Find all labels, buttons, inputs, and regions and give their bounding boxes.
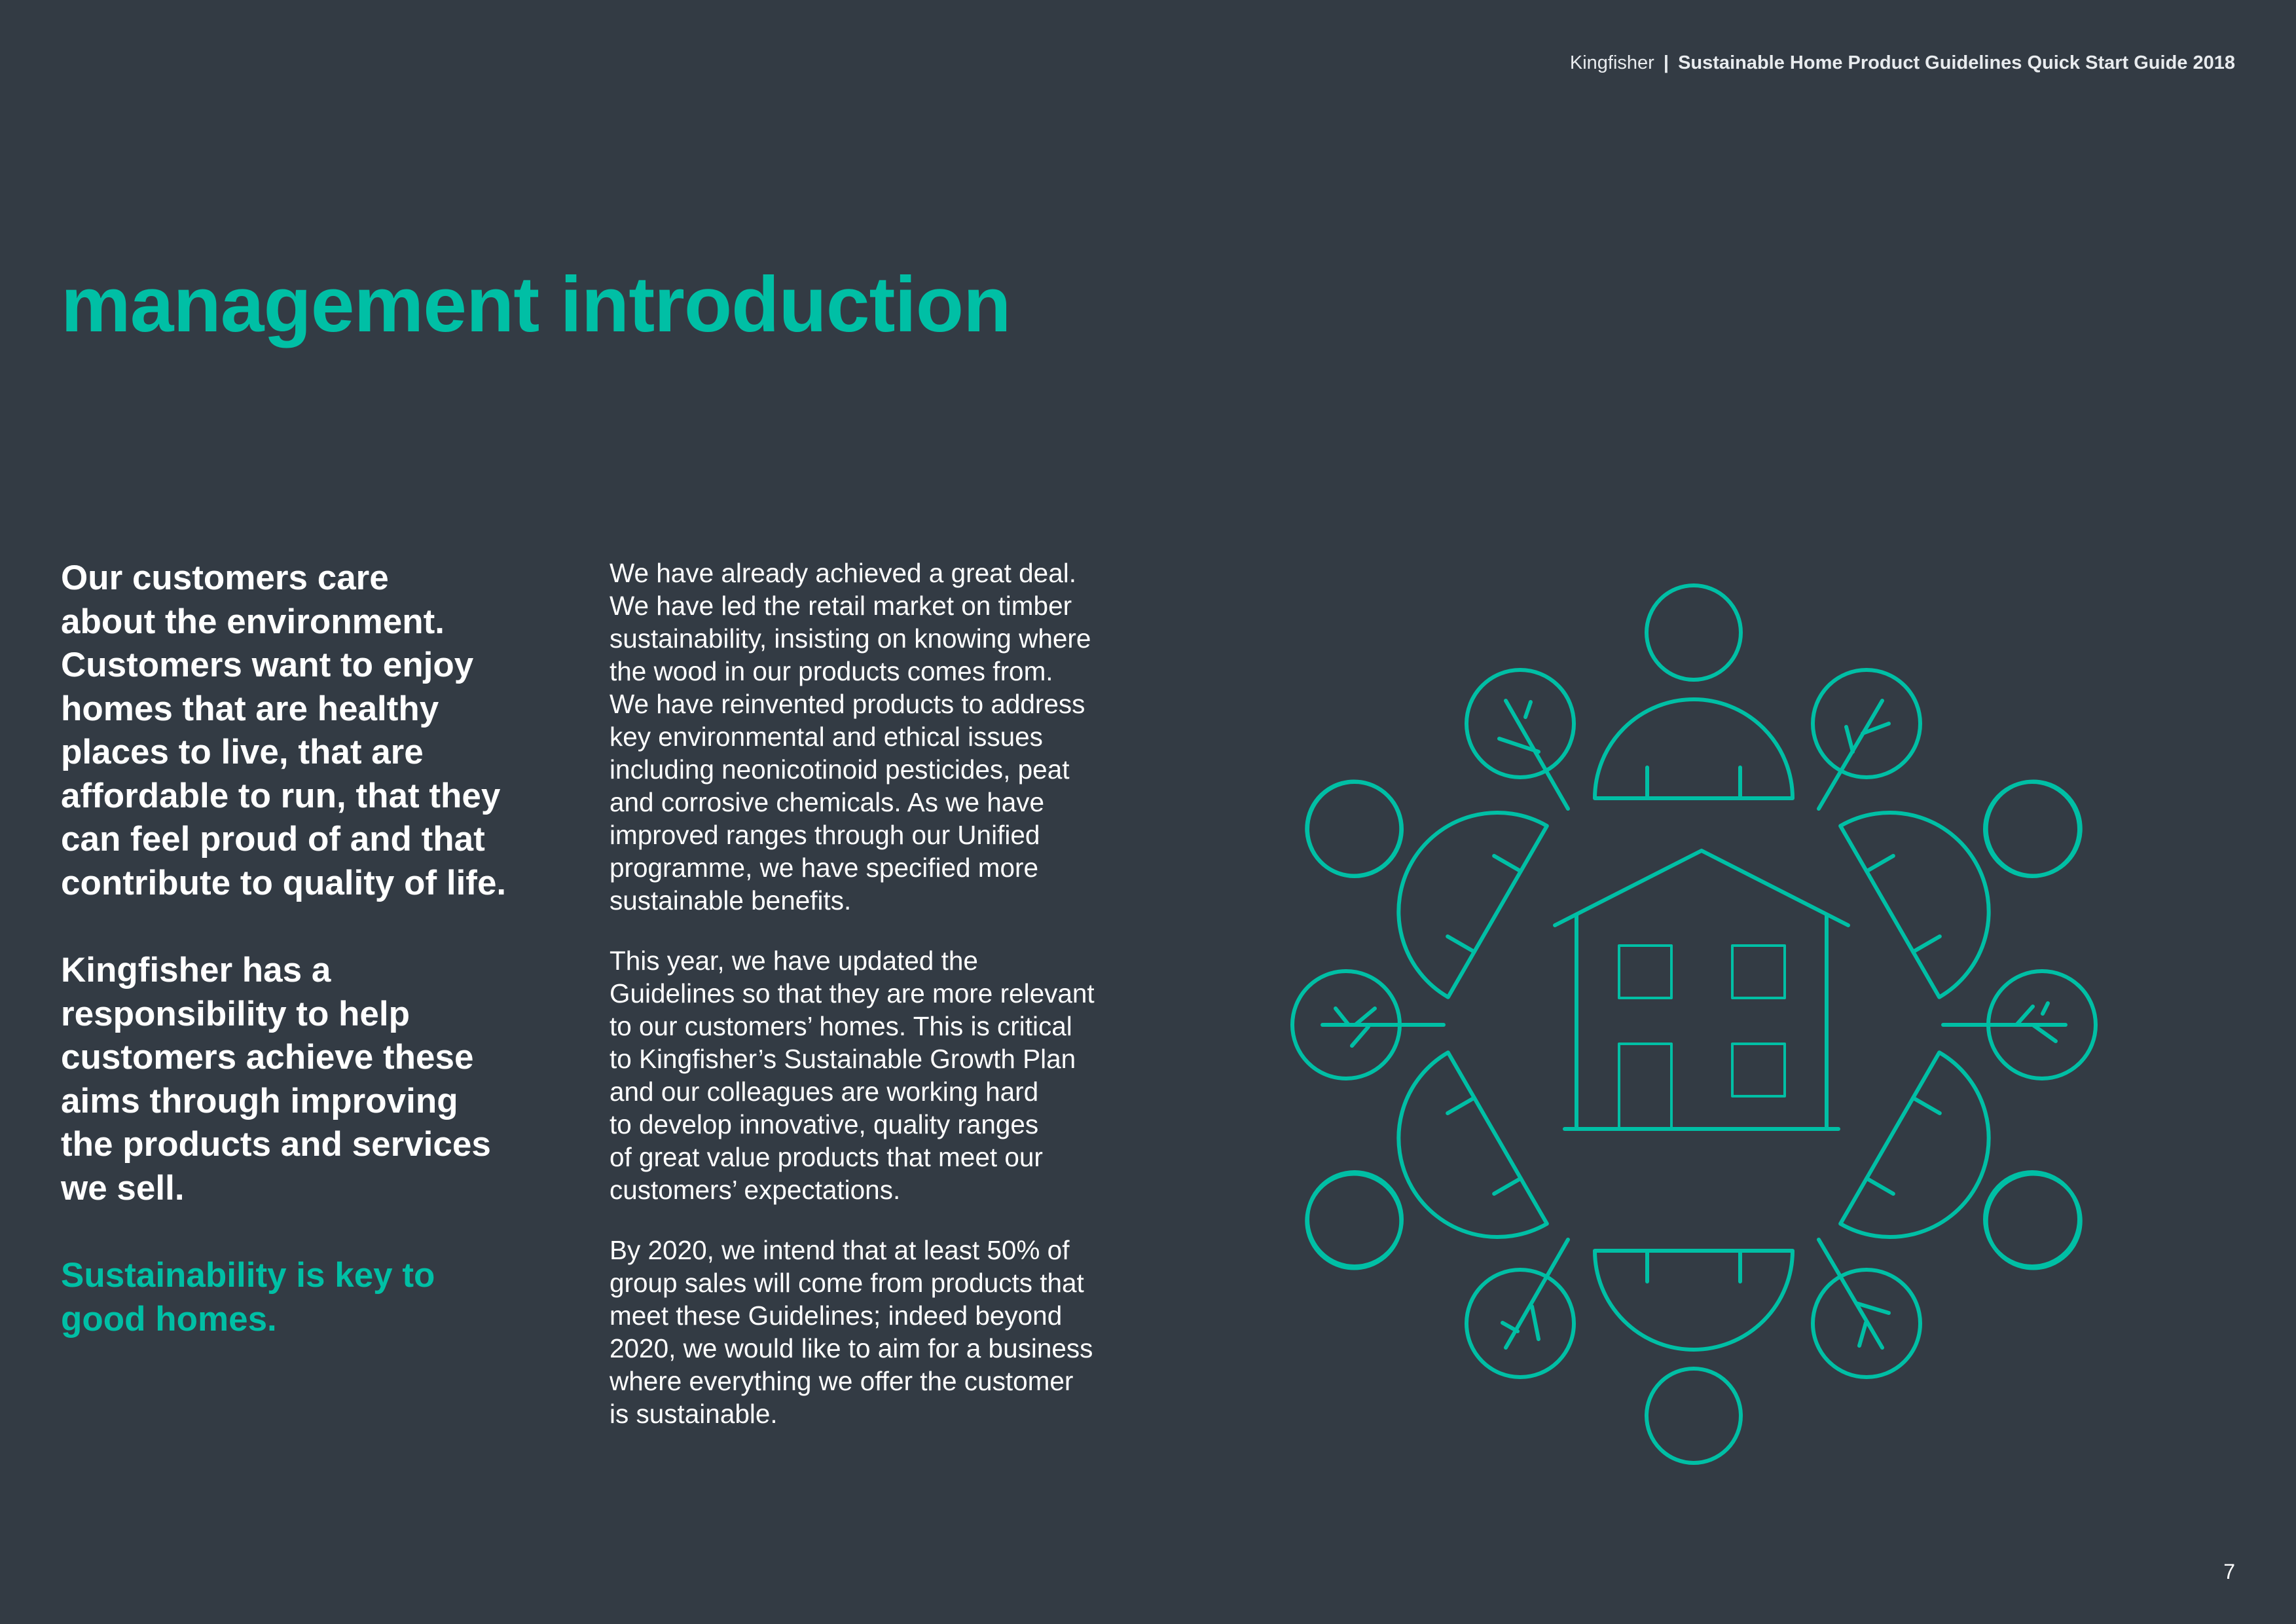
tree-right-icon <box>1943 971 2096 1079</box>
body-paragraph-3: By 2020, we intend that at least 50% of group sales will come from products that meet these Guidelines; indeed beyond 2020, we would like to aim for a business where everything we offer the customer is sustainable. <box>610 1235 1093 1429</box>
person-bottom-icon <box>1595 1251 1793 1463</box>
lead-paragraph-2: Kingfisher has a responsibility to help customers achieve these aims through improving the products and services we sell. <box>61 951 491 1208</box>
tree-upper-left-icon <box>1467 670 1574 809</box>
header-brand: Kingfisher <box>1569 52 1654 73</box>
tree-lower-right-icon <box>1813 1240 1920 1377</box>
lead-paragraph-highlight: Sustainability is key to good homes. <box>61 1256 435 1338</box>
person-upper-left-icon <box>1283 720 1547 997</box>
page-number: 7 <box>2223 1560 2235 1583</box>
header-document-title: Sustainable Home Product Guidelines Quick Start Guide 2018 <box>1678 52 2235 73</box>
header-separator: | <box>1663 52 1669 73</box>
person-upper-right-icon <box>1840 720 2115 997</box>
body-column <box>610 557 1146 1458</box>
tree-upper-right-icon <box>1813 670 1920 809</box>
circle-lower-right-icon <box>1985 1172 2079 1266</box>
body-paragraph-1: We have already achieved a great deal. We have led the retail market on timber sustainability, insisting on knowing where the wood in our products comes from. We have reinvented products to address key environmental and ethical issues including neonicotinoid pesticides, peat and corrosive chemicals. As we have improved ranges through our Unified programme, we have specified more sustainable benefits. <box>610 558 1091 915</box>
running-header <box>1570 52 2235 74</box>
body-paragraph-2: This year, we have updated the Guidelines so that they are more relevant to our customers’ homes. This is critical to Kingfisher’s Sustainable Growth Plan and our colleagues are working hard to develop innovative, quality ranges of great value products that meet our customers’ expectations. <box>610 946 1095 1205</box>
circle-upper-right-icon <box>1985 782 2079 876</box>
person-top-icon <box>1595 585 1793 798</box>
house-community-icon <box>1283 576 2115 1473</box>
person-lower-left-icon <box>1283 1052 1547 1330</box>
house-icon <box>1555 851 1848 1129</box>
person-lower-right-icon <box>1840 1052 2115 1330</box>
circle-upper-left-icon <box>1307 782 1402 876</box>
page-title: management introduction <box>61 261 1011 348</box>
lead-column <box>61 557 558 1385</box>
lead-paragraph-1: Our customers care about the environment. Customers want to enjoy homes that are healthy places to live, that are affordable to run, that they can feel proud of and that contribute to quality of life. <box>61 559 507 902</box>
tree-lower-left-icon <box>1467 1240 1574 1377</box>
circle-lower-left-icon <box>1307 1172 1402 1266</box>
tree-left-icon <box>1292 971 1444 1079</box>
